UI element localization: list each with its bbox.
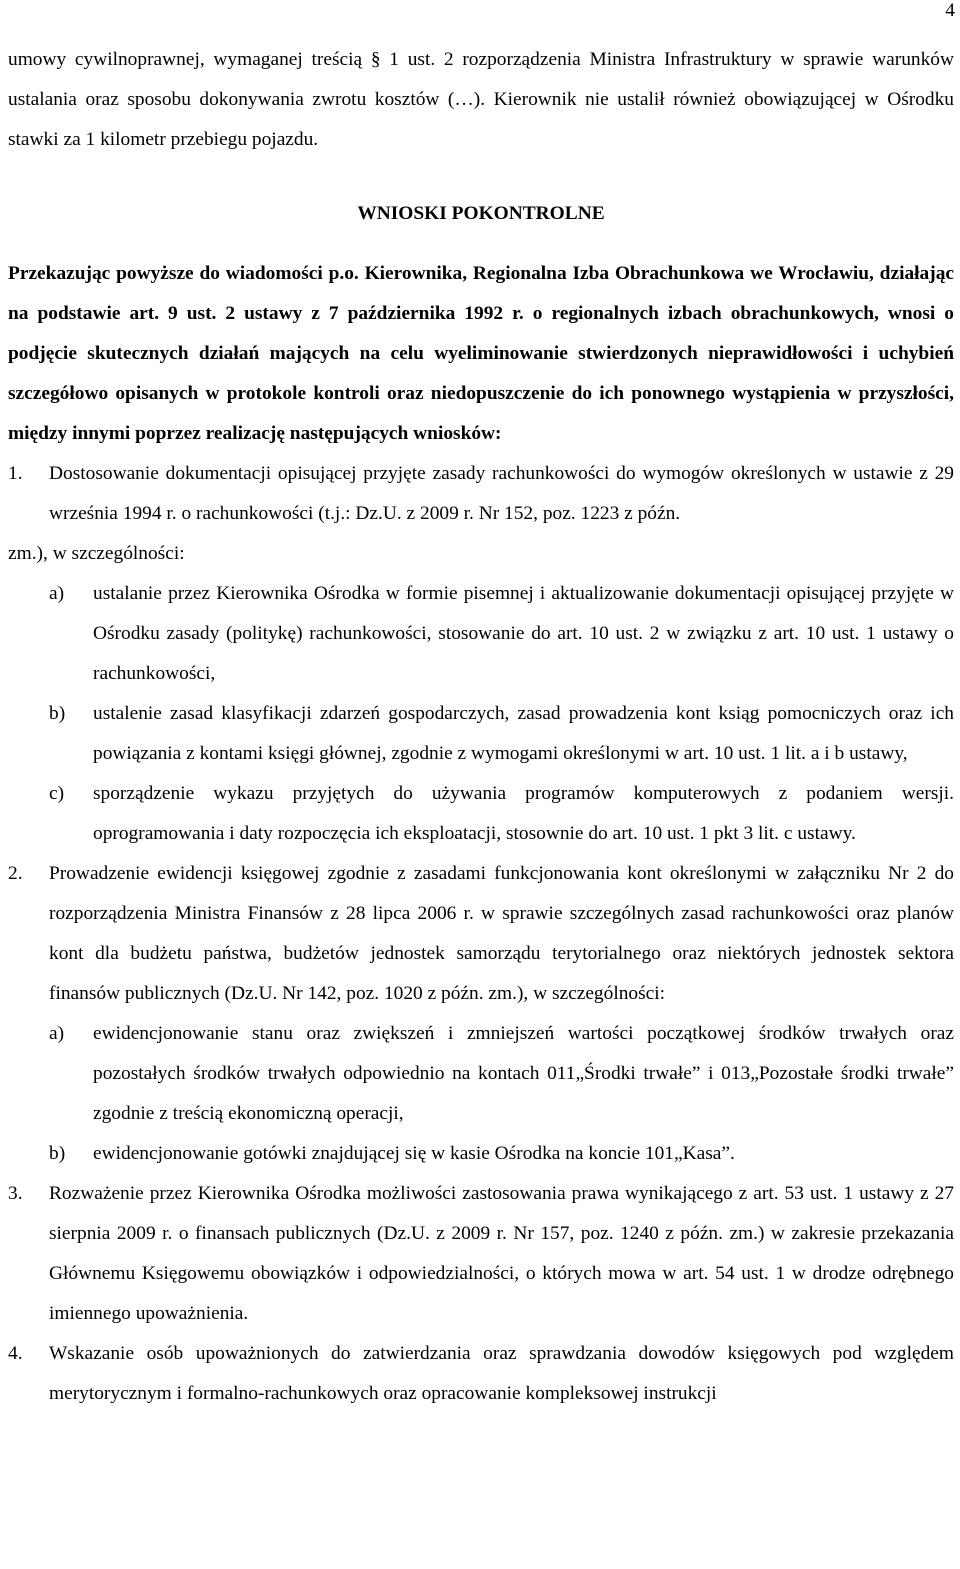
item-text: Dostosowanie dokumentacji opisującej przyjęte zasady rachunkowości do wymogów określonych w ustawie z 29 września 1994 r. o rachunkowości (t.j.: Dz.U. z 2009 r. Nr 152, poz. 1223 z późn. <box>49 463 954 524</box>
item-text: Prowadzenie ewidencji księgowej zgodnie z zasadami funkcjonowania kont określonymi w załączniku Nr 2 do rozporządzenia Ministra Finansów z 28 lipca 2006 r. w sprawie szczególnych zasad rachunkowości oraz planów kont dla budżetu państwa, budżetów jednostek samorządu terytorialnego oraz niektórych jednostek sektora finansów publicznych (Dz.U. Nr 142, poz. 1020 z późn. zm.), w szczególności: <box>49 863 954 1004</box>
section-title: WNIOSKI POKONTROLNE <box>357 203 605 224</box>
sub-item-text: ewidencjonowanie gotówki znajdującej się w kasie Ośrodka na koncie 101„Kasa”. <box>93 1143 735 1164</box>
page-body <box>8 40 954 1414</box>
lead-paragraph: Przekazując powyższe do wiadomości p.o. Kierownika, Regionalna Izba Obrachunkowa we Wrocławiu, działając na podstawie art. 9 ust. 2 ustawy z 7 października 1992 r. o regionalnych izbach obrachunkowych, wnosi o podjęcie skutecznych działań mających na celu wyeliminowanie stwierdzonych nieprawidłowości i uchybień szczegółowo opisanych w protokole kontroli oraz niedopuszczenie do ich ponownego wystąpienia w przyszłości, między innymi poprzez realizację następujących wniosków: <box>8 263 954 444</box>
sub-item-2b <box>8 1134 954 1174</box>
sub-item-letter: c) <box>49 783 65 804</box>
sub-item-text: ustalenie zasad klasyfikacji zdarzeń gospodarczych, zasad prowadzenia kont ksiąg pomocniczych oraz ich powiązania z kontami księgi głównej, zgodnie z wymogami określonymi w art. 10 ust. 1 lit. a i b ustawy, <box>93 703 954 764</box>
sub-item-letter: b) <box>49 1143 66 1164</box>
sub-item-2a <box>8 1014 954 1134</box>
sub-item-text: ewidencjonowanie stanu oraz zwiększeń i zmniejszeń wartości początkowej środków trwałych oraz pozostałych środków trwałych odpowiednio na kontach 011„Środki trwałe” i 013„Pozostałe środki trwałe” zgodnie z treścią ekonomiczną operacji, <box>93 1023 954 1124</box>
item-number: 2. <box>8 863 23 884</box>
item-number: 3. <box>8 1183 23 1204</box>
sub-item-1c <box>8 774 954 854</box>
recommendation-item-4 <box>8 1334 954 1414</box>
item-number: 4. <box>8 1343 23 1364</box>
recommendation-item-1 <box>8 454 954 534</box>
item-text: Wskazanie osób upoważnionych do zatwierdzania oraz sprawdzania dowodów księgowych pod względem merytorycznym i formalno-rachunkowych oraz opracowanie kompleksowej instrukcji <box>49 1343 954 1404</box>
sub-item-1b <box>8 694 954 774</box>
sub-item-letter: b) <box>49 703 66 724</box>
sub-item-text: sporządzenie wykazu przyjętych do używania programów komputerowych z podaniem wersji. oprogramowania i daty rozpoczęcia ich eksploatacji, stosownie do art. 10 ust. 1 pkt 3 lit. c ustawy. <box>93 783 954 844</box>
recommendation-item-2 <box>8 854 954 1014</box>
item-number: 1. <box>8 463 23 484</box>
intro-paragraph: umowy cywilnoprawnej, wymaganej treścią § 1 ust. 2 rozporządzenia Ministra Infrastruktury w sprawie warunków ustalania oraz sposobu dokonywania zwrotu kosztów (…). Kierownik nie ustalił również obowiązującej w Ośrodku stawki za 1 kilometr przebiegu pojazdu. <box>8 49 954 150</box>
item-text: Rozważenie przez Kierownika Ośrodka możliwości zastosowania prawa wynikającego z art. 53 ust. 1 ustawy z 27 sierpnia 2009 r. o finansach publicznych (Dz.U. z 2009 r. Nr 157, poz. 1240 z późn. zm.) w zakresie przekazania Głównemu Księgowemu obowiązków i odpowiedzialności, o których mowa w art. 54 ust. 1 w drodze odrębnego imiennego upoważnienia. <box>49 1183 954 1324</box>
sub-item-letter: a) <box>49 1023 65 1044</box>
item-text-continuation: zm.), w szczególności: <box>8 543 185 564</box>
sub-item-letter: a) <box>49 583 65 604</box>
recommendation-item-3 <box>8 1174 954 1334</box>
sub-item-1a <box>8 574 954 694</box>
page-number: 4 <box>945 0 955 21</box>
sub-item-text: ustalanie przez Kierownika Ośrodka w formie pisemnej i aktualizowanie dokumentacji opisującej przyjęte w Ośrodku zasady (politykę) rachunkowości, stosowanie do art. 10 ust. 2 w związku z art. 10 ust. 1 ustawy o rachunkowości, <box>93 583 954 684</box>
